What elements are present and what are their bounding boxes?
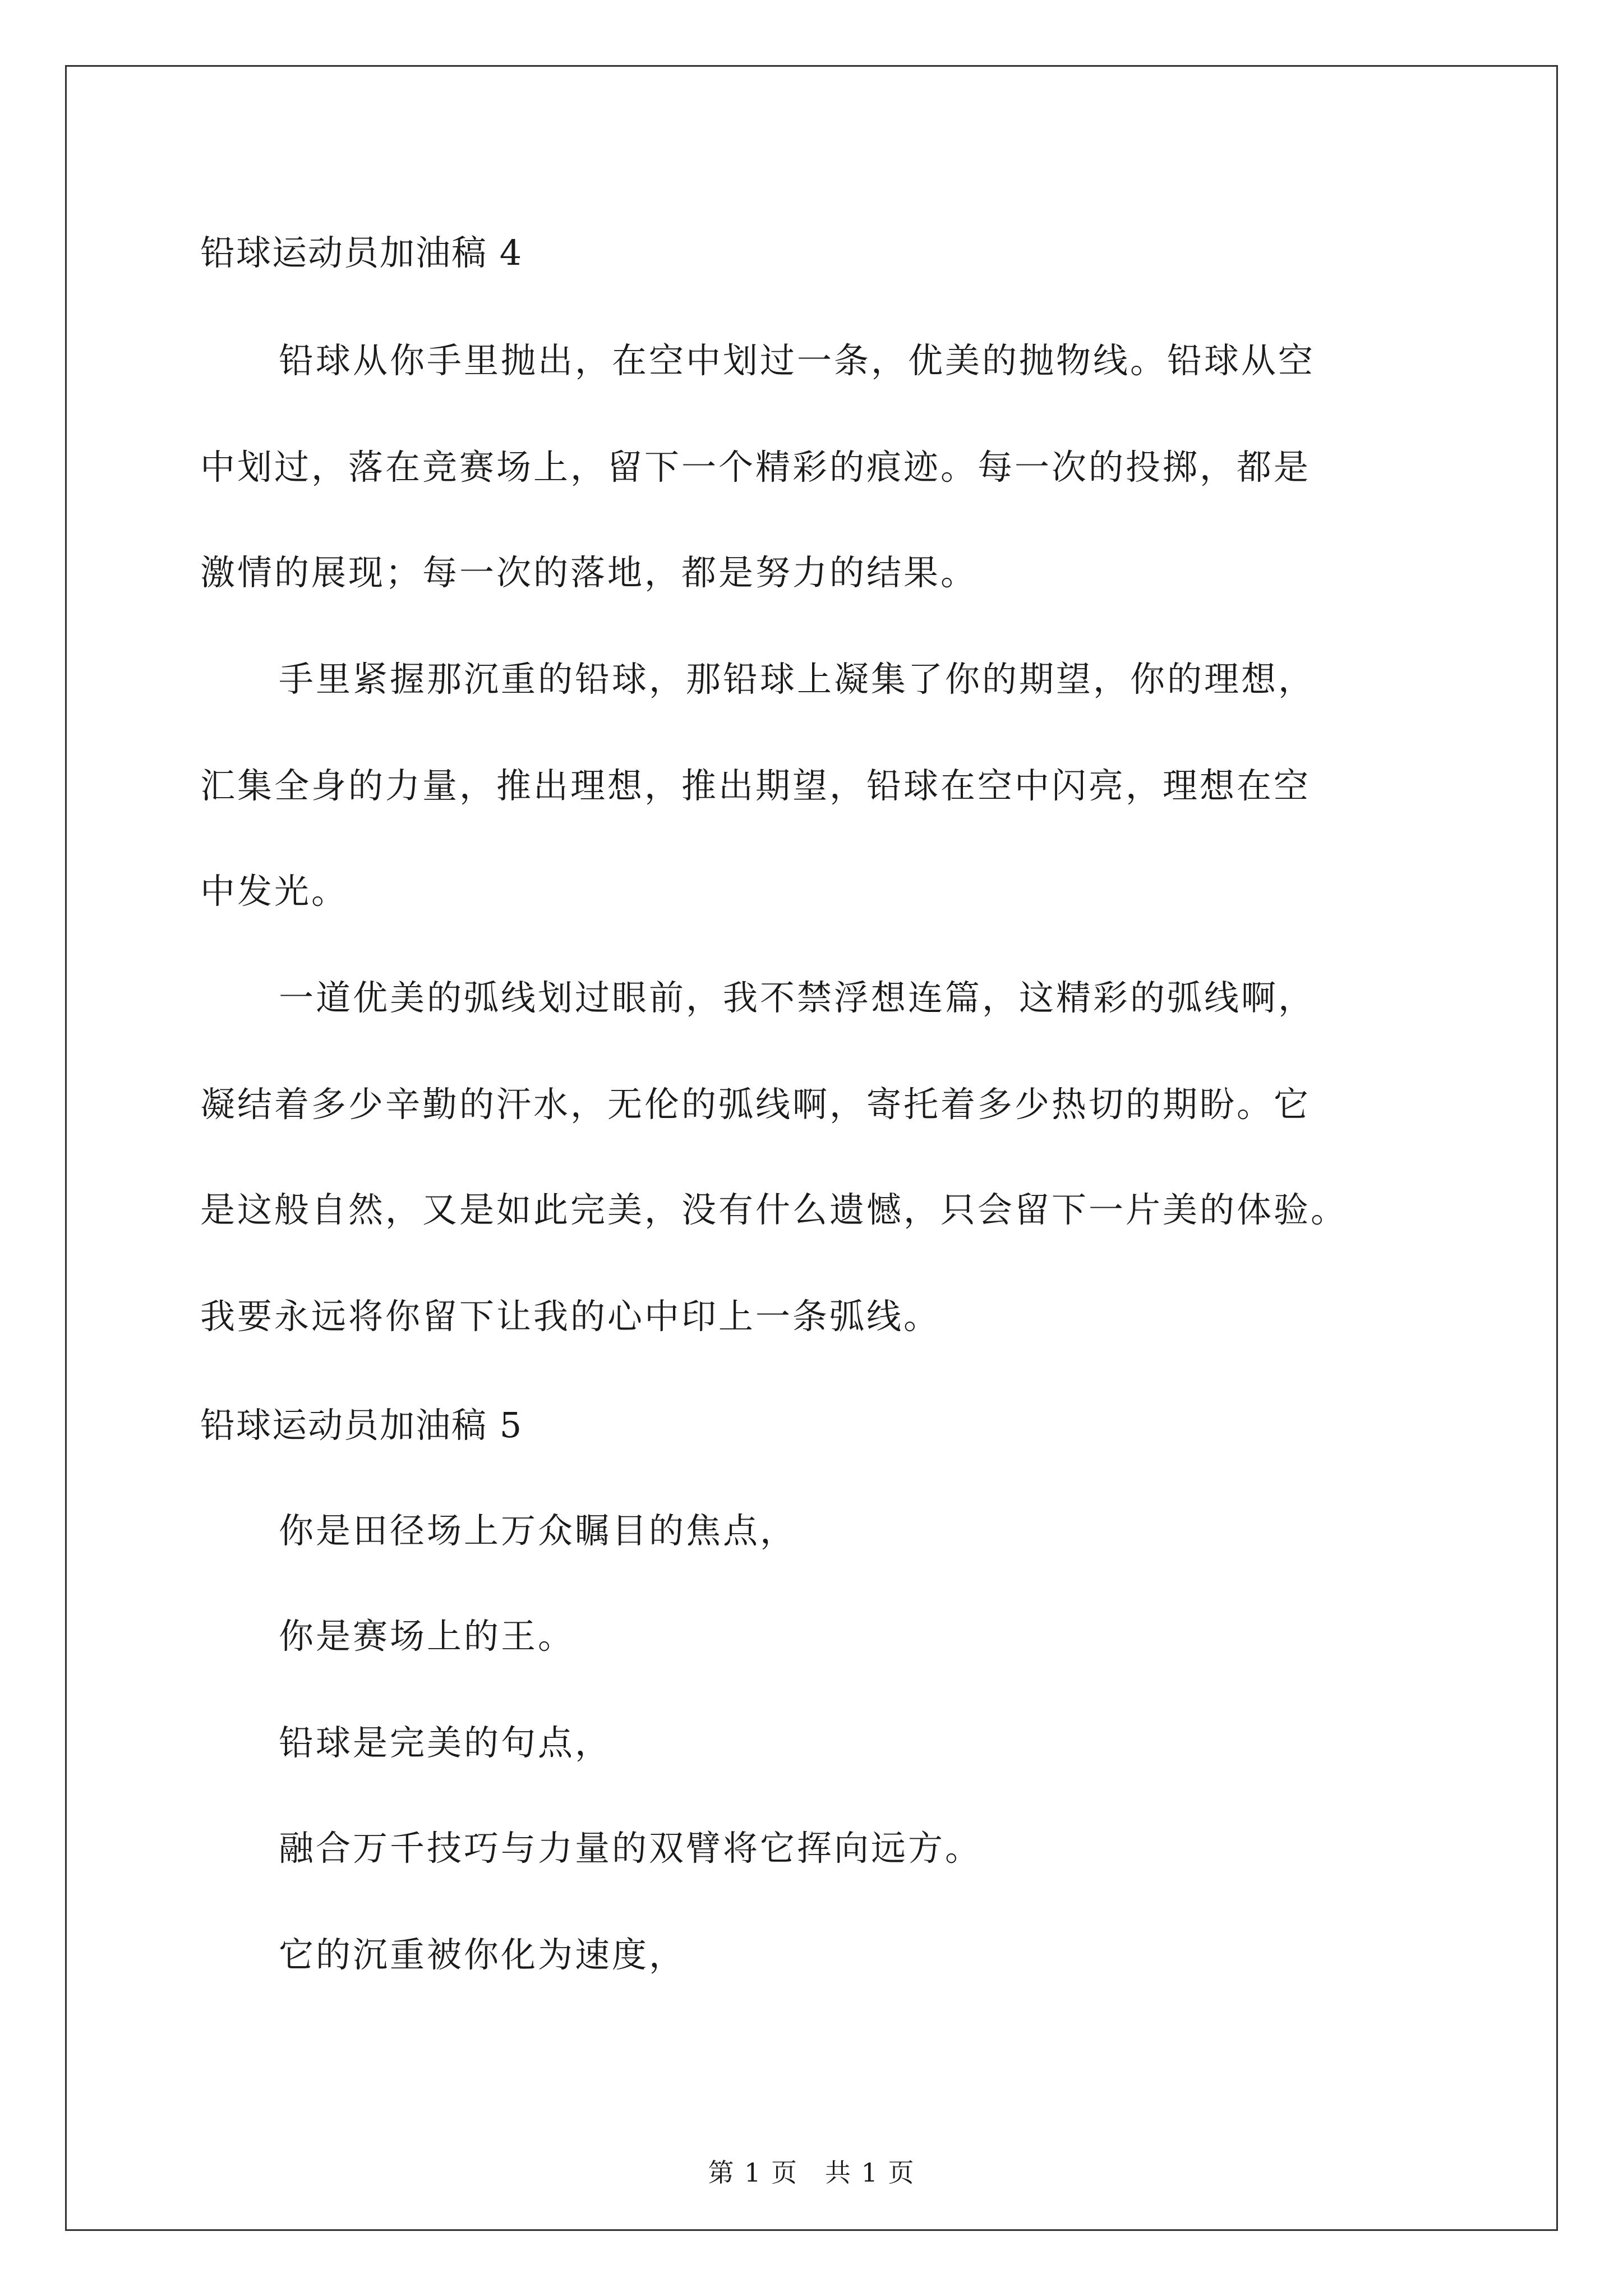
paragraph-line: 中划过，落在竞赛场上，留下一个精彩的痕迹。每一次的投掷，都是 bbox=[200, 447, 1311, 487]
page-border bbox=[65, 65, 1558, 2231]
paragraph-line: 汇集全身的力量，推出理想，推出期望，铅球在空中闪亮，理想在空 bbox=[200, 765, 1311, 806]
paragraph-line: 铅球是完美的句点， bbox=[279, 1722, 612, 1763]
section-heading: 铅球运动员加油稿 4 bbox=[200, 232, 523, 273]
page-footer: 第 1 页 共 1 页 bbox=[708, 2157, 915, 2188]
paragraph-line: 融合万千技巧与力量的双臂将它挥向远方。 bbox=[279, 1828, 983, 1869]
paragraph-line: 中发光。 bbox=[200, 871, 349, 912]
section-heading: 铅球运动员加油稿 5 bbox=[200, 1405, 523, 1446]
paragraph-line: 铅球从你手里抛出，在空中划过一条，优美的抛物线。铅球从空 bbox=[279, 340, 1316, 381]
paragraph-line: 手里紧握那沉重的铅球，那铅球上凝集了你的期望，你的理想， bbox=[279, 659, 1316, 700]
paragraph-line: 一道优美的弧线划过眼前，我不禁浮想连篇，这精彩的弧线啊， bbox=[279, 977, 1316, 1018]
paragraph-line: 我要永远将你留下让我的心中印上一条弧线。 bbox=[200, 1296, 941, 1337]
paragraph-line: 是这般自然，又是如此完美，没有什么遗憾，只会留下一片美的体验。 bbox=[200, 1189, 1348, 1230]
paragraph-line: 凝结着多少辛勤的汗水，无伦的弧线啊，寄托着多少热切的期盼。它 bbox=[200, 1084, 1311, 1125]
paragraph-line: 你是赛场上的王。 bbox=[279, 1616, 575, 1657]
paragraph-line: 激情的展现；每一次的落地，都是努力的结果。 bbox=[200, 552, 978, 593]
paragraph-line: 它的沉重被你化为速度， bbox=[279, 1934, 686, 1975]
paragraph-line: 你是田径场上万众瞩目的焦点， bbox=[279, 1510, 797, 1551]
